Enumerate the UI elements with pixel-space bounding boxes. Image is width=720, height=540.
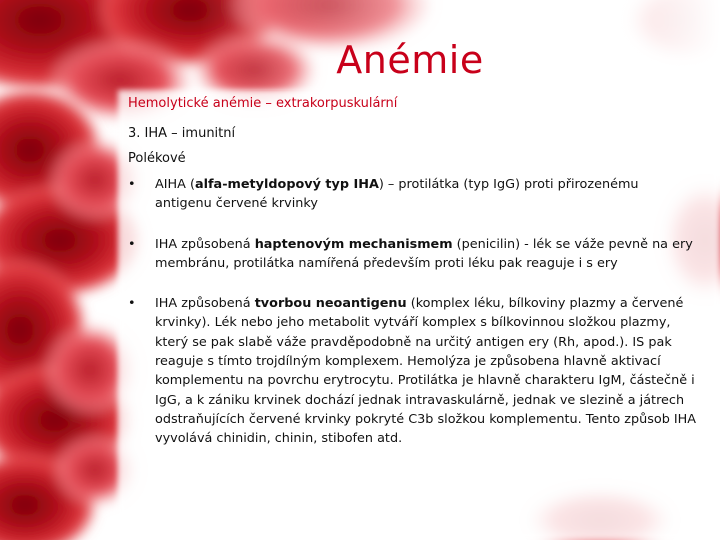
slide-title: Anémie [336,38,484,82]
section-heading: 3. IHA – imunitní [128,126,236,141]
bullet-text-pre: IHA způsobená [155,296,255,312]
bullet-text-bold: alfa-metyldopový typ IHA [194,177,379,192]
bullet-marker: • [128,296,136,312]
bullet-text-post: ) – protilátka (typ IgG) proti přirozenému antigenu červené krvinky [155,177,639,212]
slide-subtitle: Hemolytické anémie – extrakorpuskulární [128,96,398,111]
bullet-marker: • [128,236,136,252]
list-item [128,175,698,214]
bullet-text-pre: IHA způsobená [155,236,255,252]
bullet-marker: • [128,177,136,192]
bullet-text-post: (penicilin) - lék se váže pevně na ery membránu, protilátka namířená především proti léku pak reaguje i s ery [155,236,693,271]
bullet-text-post: (komplex léku, bílkoviny plazmy a červené krvinky). Lék nebo jeho metabolit vytváří komplex s bílkovinnou složkou plazmy, který se pak slabě váže pravděpodobně na určitý antigen ery (Rh, apod.). IS pak reaguje s tímto trojdílným komplexem. Hemolýza je způsobena hlavně aktivací komplementu na povrchu erytrocytu. Protilátka je hlavně charakteru IgM, částečně i IgG, a k zániku krvinek dochází jednak intravaskulárně, jednak ve slezině a játrech odstraňujících červené krvinky pokryté C3b složkou komplementu. Tento způsob IHA vyvolává chinidin, chinin, stibofen atd. [155,296,697,447]
bullet-text-pre: AIHA ( [155,177,195,192]
bullet-text-bold: tvorbou neoantigenu [254,296,407,312]
list-item [128,294,698,448]
bullet-list [128,175,698,449]
list-item [128,235,698,274]
group-label: Polékové [128,151,186,166]
bullet-text-bold: haptenovým mechanismem [254,236,453,252]
